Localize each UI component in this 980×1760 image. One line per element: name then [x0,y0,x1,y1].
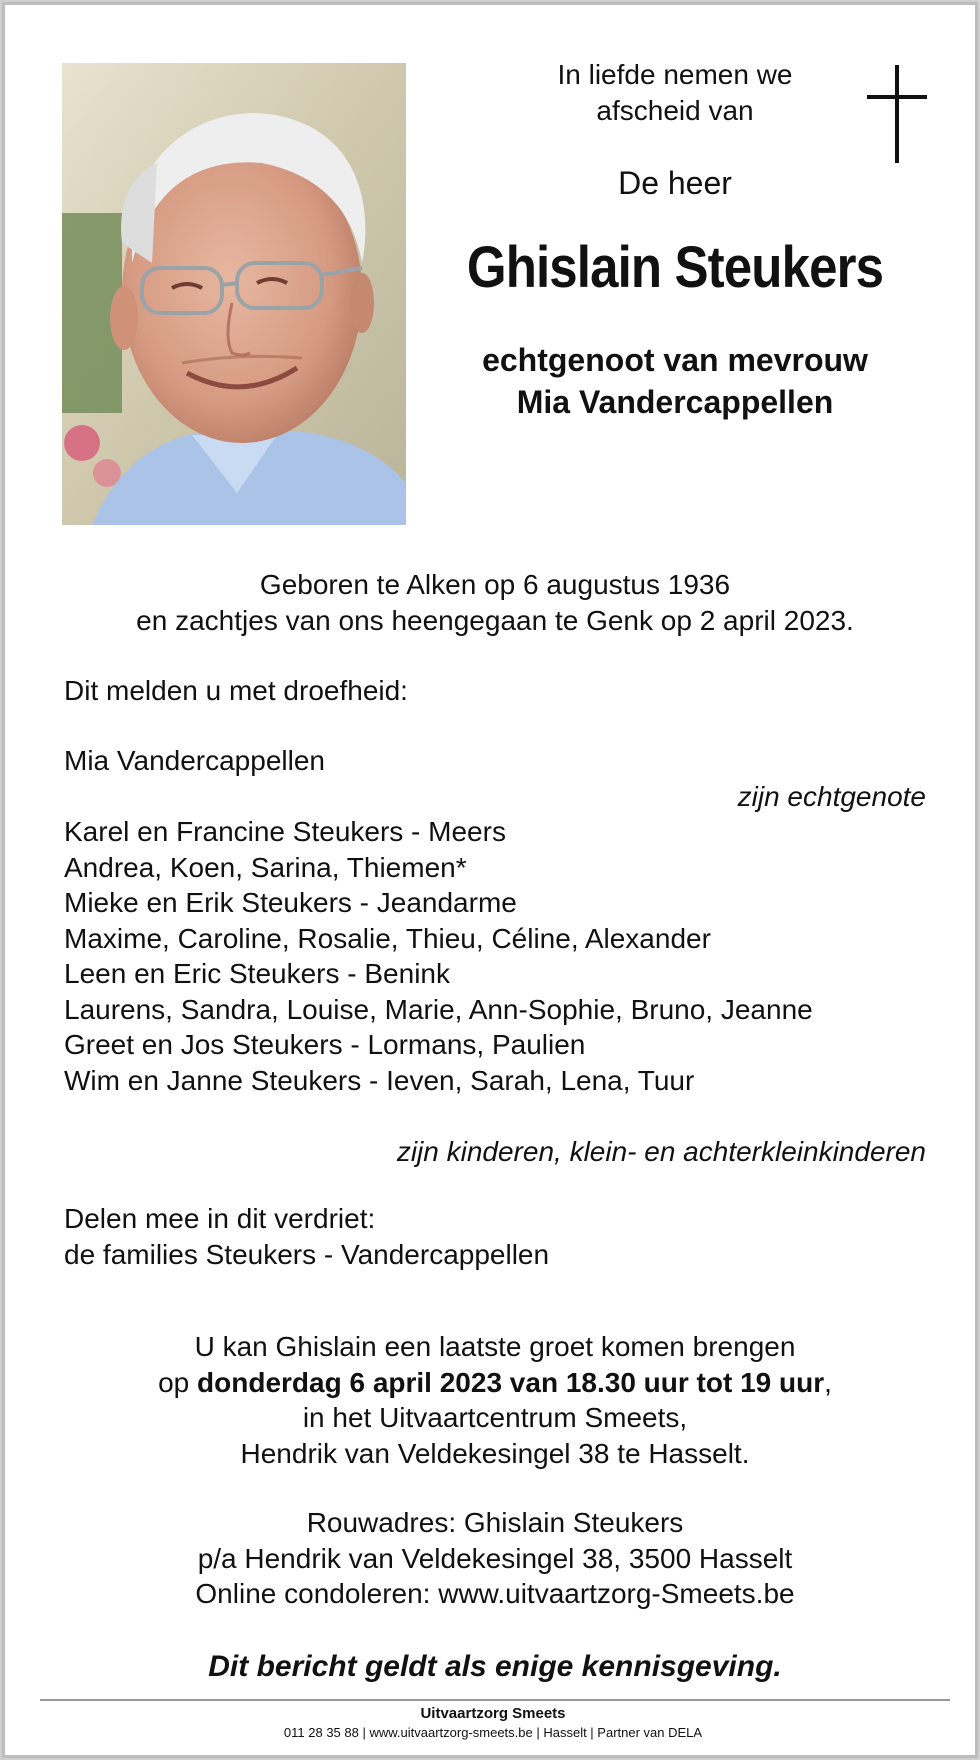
visit-line-2-prefix: op [158,1366,198,1398]
spouse-text [425,339,925,423]
intro-text [425,57,925,129]
list-item: Andrea, Koen, Sarina, Thiemen* [64,851,467,883]
share-text [64,1201,926,1272]
visit-line-2 [45,1365,945,1401]
visit-line-2-suffix: , [824,1366,832,1398]
announcement [64,673,926,709]
born-line-2: en zachtjes van ons heengegaan te Genk op 2 april 2023. [136,605,854,636]
portrait-photo [62,63,406,525]
list-item: Maxime, Caroline, Rosalie, Thieu, Céline, Alexander [64,922,711,954]
address-line-2: p/a Hendrik van Veldekesingel 38, 3500 Hasselt [197,1542,793,1574]
visit-line-3: in het Uitvaartcentrum Smeets, [302,1402,688,1433]
family-spouse-role: zijn echtgenote [737,780,926,812]
footer-contact-info: 011 28 35 88 | www.uitvaartzorg-smeets.be | Hasselt | Partner van DELA [283,1725,703,1740]
portrait-image [62,63,406,525]
birth-death-text [45,567,945,639]
list-item: Wim en Janne Steukers - Ieven, Sarah, Lena, Tuur [64,1064,695,1096]
footer-divider [40,1699,950,1701]
visit-line-4: Hendrik van Veldekesingel 38 te Hasselt. [240,1437,750,1469]
intro-line-2: afscheid van [596,95,754,126]
spouse-line-2: Mia Vandercappellen [516,384,834,420]
list-item: Greet en Jos Steukers - Lormans, Paulien [64,1029,586,1060]
share-line-2: de families Steukers - Vandercappellen [64,1238,550,1270]
spouse-line-1: echtgenoot van mevrouw [482,342,868,378]
list-item: Mieke en Erik Steukers - Jeandarme [64,887,517,918]
family-list [64,743,926,1169]
intro-line-1: In liefde nemen we [557,59,793,90]
visitation-info [45,1329,945,1471]
notice-text: Dit bericht geldt als enige kennisgeving. [208,1650,782,1683]
born-line-1: Geboren te Alken op 6 augustus 1936 [259,569,731,600]
address-line-3: Online condoleren: www.uitvaartzorg-Smeets.be [195,1578,795,1609]
address-line-1: Rouwadres: Ghislain Steukers [306,1507,684,1538]
family-children-role: zijn kinderen, klein- en achterkleinkinderen [396,1135,926,1167]
deceased-name: Ghislain Steukers [466,235,884,300]
footer-company-name: Uitvaartzorg Smeets [420,1705,566,1722]
obituary-card [2,2,978,1758]
announce-text: Dit melden u met droefheid: [64,675,408,706]
title-prefix: De heer [618,165,732,201]
list-item: Laurens, Sandra, Louise, Marie, Ann-Sophie, Bruno, Jeanne [64,993,813,1025]
share-line-1: Delen mee in dit verdriet: [64,1203,376,1234]
spacer [64,1098,926,1134]
list-item: Karel en Francine Steukers - Meers [64,816,506,847]
visit-date-time: donderdag 6 april 2023 van 18.30 uur tot 19 uur [197,1366,825,1398]
list-item: Leen en Eric Steukers - Benink [64,958,450,989]
visit-line-1: U kan Ghislain een laatste groet komen brengen [194,1331,796,1362]
mourning-address [45,1505,945,1612]
family-spouse-name: Mia Vandercappellen [64,745,325,776]
